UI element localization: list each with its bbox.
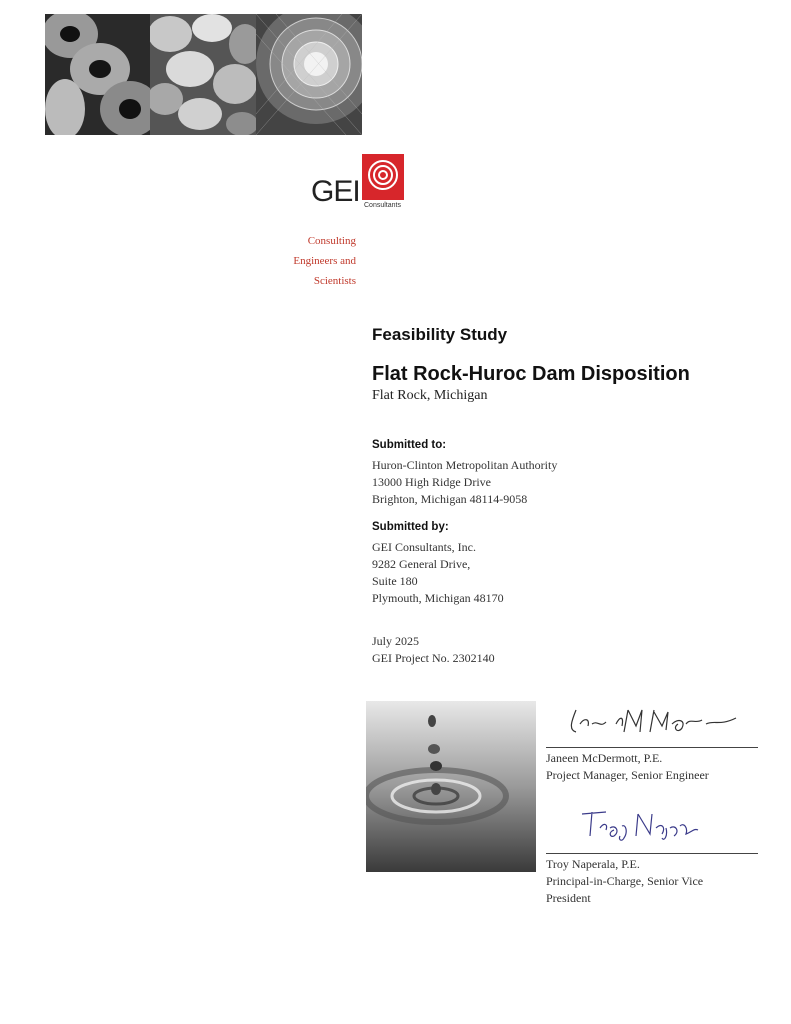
logo-subtitle: Consultants: [364, 202, 401, 209]
tagline-line: Consulting: [307, 235, 356, 247]
gei-logo-mark: [362, 154, 404, 200]
signatory-name: Janeen McDermott, P.E.: [546, 751, 663, 765]
report-date: July 2025: [372, 634, 420, 648]
signature-line: [546, 747, 758, 748]
address-line: 13000 High Ridge Drive: [372, 475, 491, 489]
water-drop-photo: [366, 701, 536, 872]
signatory-role: Project Manager, Senior Engineer: [546, 768, 709, 782]
signatory-role: President: [546, 891, 591, 905]
signatory-info: [546, 750, 758, 784]
pebbles-photo: [150, 14, 256, 135]
project-number: GEI Project No. 2302140: [372, 651, 495, 665]
address-line: Brighton, Michigan 48114-9058: [372, 492, 528, 506]
tagline: [270, 231, 356, 291]
signatory-role: Principal-in-Charge, Senior Vice: [546, 874, 704, 888]
submitted-by-address: [372, 539, 504, 607]
signature-block-pic: [546, 808, 758, 907]
address-line: GEI Consultants, Inc.: [372, 540, 476, 554]
submitted-to-label: Submitted to:: [372, 439, 447, 451]
address-line: Huron-Clinton Metropolitan Authority: [372, 458, 558, 472]
tagline-line: Scientists: [313, 275, 356, 287]
address-line: 9282 General Drive,: [372, 557, 471, 571]
document-title: Flat Rock-Huroc Dam Disposition: [372, 363, 690, 385]
date-block: [372, 633, 495, 667]
document-type: Feasibility Study: [372, 325, 508, 344]
signature-block-pm: [546, 702, 758, 784]
signature-image: [546, 702, 758, 742]
submitted-to-address: [372, 457, 557, 508]
washers-photo: [45, 14, 150, 135]
logo-wordmark: GEI: [311, 175, 360, 208]
mesh-funnel-photo: [256, 14, 362, 135]
document-location: Flat Rock, Michigan: [372, 388, 488, 403]
address-line: Plymouth, Michigan 48170: [372, 591, 504, 605]
tagline-line: Engineers and: [293, 255, 356, 267]
submitted-by-label: Submitted by:: [372, 521, 449, 533]
cover-photo-banner: [45, 14, 362, 135]
signature-image: [546, 808, 758, 848]
address-line: Suite 180: [372, 574, 418, 588]
signatory-info: [546, 856, 758, 907]
signatory-name: Troy Naperala, P.E.: [546, 857, 640, 871]
signature-line: [546, 853, 758, 854]
